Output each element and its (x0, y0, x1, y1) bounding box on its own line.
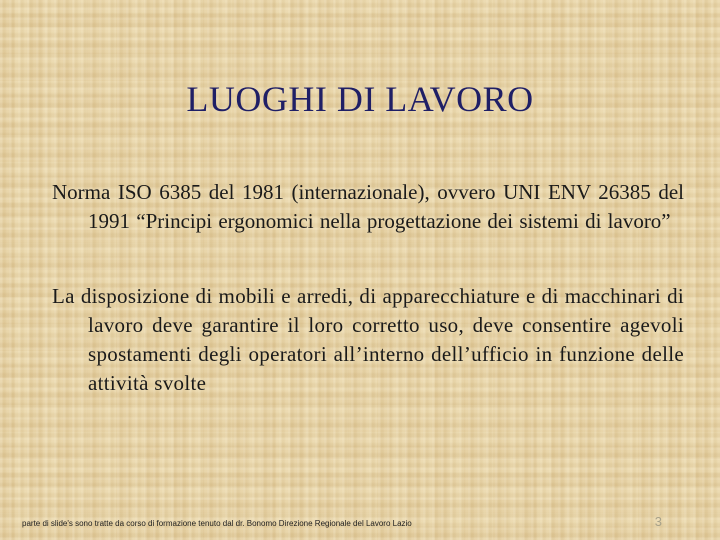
paragraph-disposizione: La disposizione di mobili e arredi, di apparecchiature e di macchinari di lavoro deve garantire il loro corretto uso, deve consentire agevoli spostamenti degli operatori all’interno dell’ufficio in funzione delle attività svolte (52, 284, 684, 395)
page-number: 3 (654, 514, 662, 529)
footer-credit: parte di slide's sono tratte da corso di formazione tenuto dal dr. Bonomo Direzione Regionale del Lavoro Lazio (22, 519, 412, 528)
slide-title: LUOGHI DI LAVORO (186, 79, 534, 119)
paragraph-norma: Norma ISO 6385 del 1981 (internazionale), ovvero UNI ENV 26385 del 1991 “Principi ergonomici nella progettazione dei sistemi di lavoro” (52, 180, 684, 233)
